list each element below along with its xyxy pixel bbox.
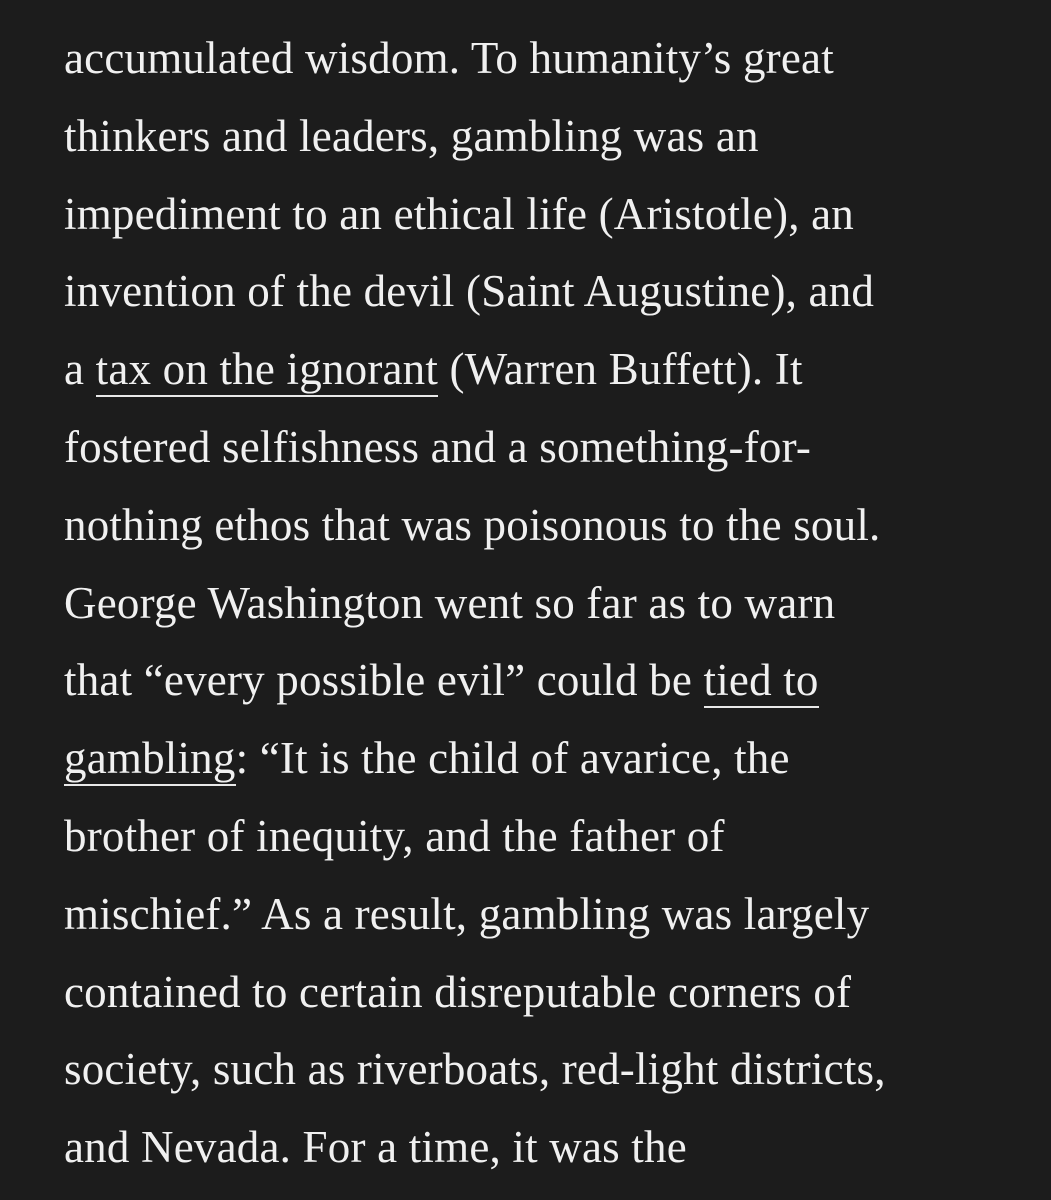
link-tied-to-gambling-continued[interactable]: gambling (64, 733, 236, 786)
link-tied-to-gambling[interactable]: tied to (704, 655, 819, 708)
text-line: nothing ethos that was poisonous to the soul. (64, 499, 881, 550)
link-tax-on-the-ignorant[interactable]: tax on the ignorant (96, 344, 438, 397)
text-line: brother of inequity, and the father of (64, 810, 725, 861)
article-paragraph (64, 20, 1024, 1187)
text-segment: a (64, 344, 96, 395)
text-line: fostered selfishness and a something-for- (64, 421, 812, 472)
text-line: society, such as riverboats, red-light districts, (64, 1044, 886, 1095)
text-line: invention of the devil (Saint Augustine), and (64, 266, 875, 317)
text-segment: (Warren Buffett). It (438, 344, 803, 395)
text-line: contained to certain disreputable corners of (64, 966, 852, 1017)
text-line: accumulated wisdom. To humanity’s great (64, 33, 834, 83)
text-line: thinkers and leaders, gambling was an (64, 110, 759, 161)
text-line: George Washington went so far as to warn (64, 577, 836, 628)
text-segment: that “every possible evil” could be (64, 655, 704, 706)
text-line (64, 720, 1024, 798)
text-line: and Nevada. For a time, it was the (64, 1122, 687, 1173)
text-line: mischief.” As a result, gambling was largely (64, 888, 870, 939)
text-line (64, 642, 1024, 720)
text-line: impediment to an ethical life (Aristotle), an (64, 188, 854, 239)
text-segment: : “It is the child of avarice, the (235, 733, 790, 784)
text-line (64, 331, 1024, 409)
